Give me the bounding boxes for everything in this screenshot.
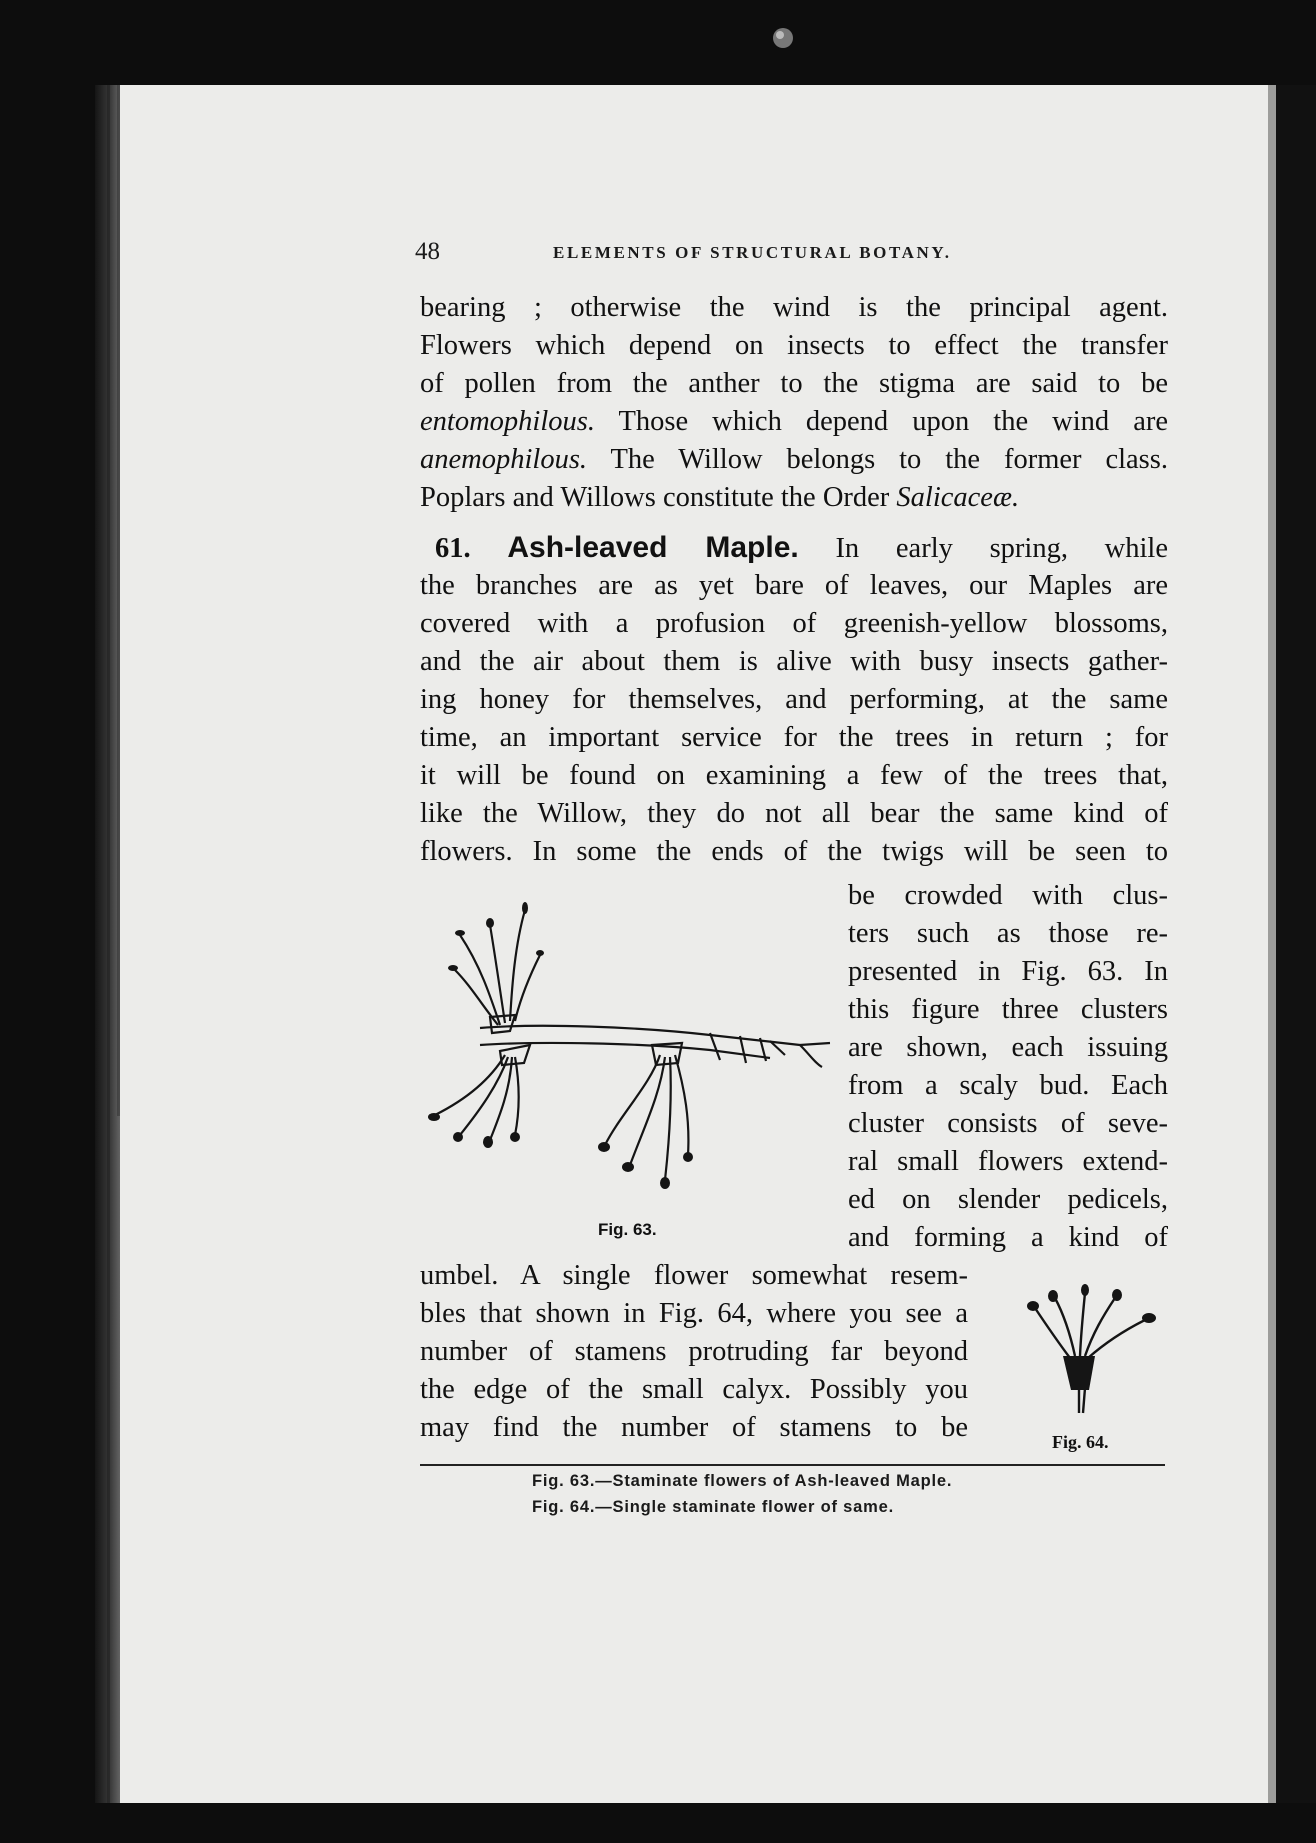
text-line: the edge of the small calyx. Possibly you bbox=[420, 1374, 968, 1405]
text-line: the branches are as yet bare of leaves, our Maples are bbox=[420, 570, 1168, 601]
page-right-edge bbox=[1268, 85, 1316, 1803]
scanner-mark-icon bbox=[768, 18, 798, 58]
text-line: this figure three clusters bbox=[848, 994, 1168, 1025]
section-heading-line: 61. Ash-leaved Maple. In early spring, while bbox=[435, 531, 1168, 564]
text-line: cluster consists of seve- bbox=[848, 1108, 1168, 1139]
text-line: it will be found on examining a few of the trees that, bbox=[420, 760, 1168, 791]
text-line: are shown, each issuing bbox=[848, 1032, 1168, 1063]
footnote-rule bbox=[420, 1464, 1165, 1466]
italic-term: entomophilous. bbox=[420, 406, 595, 437]
text-line: from a scaly bud. Each bbox=[848, 1070, 1168, 1101]
page-number: 48 bbox=[415, 238, 440, 265]
text-line: and the air about them is alive with busy insects gather- bbox=[420, 646, 1168, 677]
text-line: flowers. In some the ends of the twigs will be seen to bbox=[420, 836, 1168, 867]
text-line: ters such as those re- bbox=[848, 918, 1168, 949]
text-line: anemophilous. The Willow belongs to the former class. bbox=[420, 444, 1168, 475]
text-line: covered with a profusion of greenish-yellow blossoms, bbox=[420, 608, 1168, 639]
text-line: ing honey for themselves, and performing, at the same bbox=[420, 684, 1168, 715]
fig-64-label: Fig. 64. bbox=[1052, 1432, 1109, 1452]
footnote: Fig. 63.—Staminate flowers of Ash-leaved Maple. bbox=[532, 1472, 953, 1490]
text-line: presented in Fig. 63. In bbox=[848, 956, 1168, 987]
text-line: umbel. A single flower somewhat resem- bbox=[420, 1260, 968, 1291]
text-line: may find the number of stamens to be bbox=[420, 1412, 968, 1443]
fig-63-label: Fig. 63. bbox=[598, 1220, 657, 1239]
section-number: 61. bbox=[435, 533, 471, 564]
text-line: Flowers which depend on insects to effect the transfer bbox=[420, 330, 1168, 361]
text-line: number of stamens protruding far beyond bbox=[420, 1336, 968, 1367]
fig-64-single-flower-illustration bbox=[1015, 1278, 1165, 1418]
italic-term: Salicaceæ. bbox=[896, 482, 1020, 513]
text-line: ral small flowers extend- bbox=[848, 1146, 1168, 1177]
fig-63-maple-twig-illustration bbox=[420, 895, 840, 1215]
text-line: Poplars and Willows constitute the Order Salicaceæ. bbox=[420, 482, 1020, 513]
footnote: Fig. 64.—Single staminate flower of same. bbox=[532, 1498, 894, 1516]
italic-term: anemophilous. bbox=[420, 444, 588, 475]
text-line: be crowded with clus- bbox=[848, 880, 1168, 911]
text-line: ed on slender pedicels, bbox=[848, 1184, 1168, 1215]
text-line: bles that shown in Fig. 64, where you see a bbox=[420, 1298, 968, 1329]
text-line: and forming a kind of bbox=[848, 1222, 1168, 1253]
text-line: entomophilous. Those which depend upon the wind are bbox=[420, 406, 1168, 437]
section-title: Ash-leaved Maple. bbox=[507, 531, 799, 564]
text-line: bearing ; otherwise the wind is the principal agent. bbox=[420, 292, 1168, 323]
text-line: like the Willow, they do not all bear the same kind of bbox=[420, 798, 1168, 829]
text-line: time, an important service for the trees in return ; for bbox=[420, 722, 1168, 753]
running-title: ELEMENTS OF STRUCTURAL BOTANY. bbox=[553, 243, 952, 262]
text-line: of pollen from the anther to the stigma are said to be bbox=[420, 368, 1168, 399]
